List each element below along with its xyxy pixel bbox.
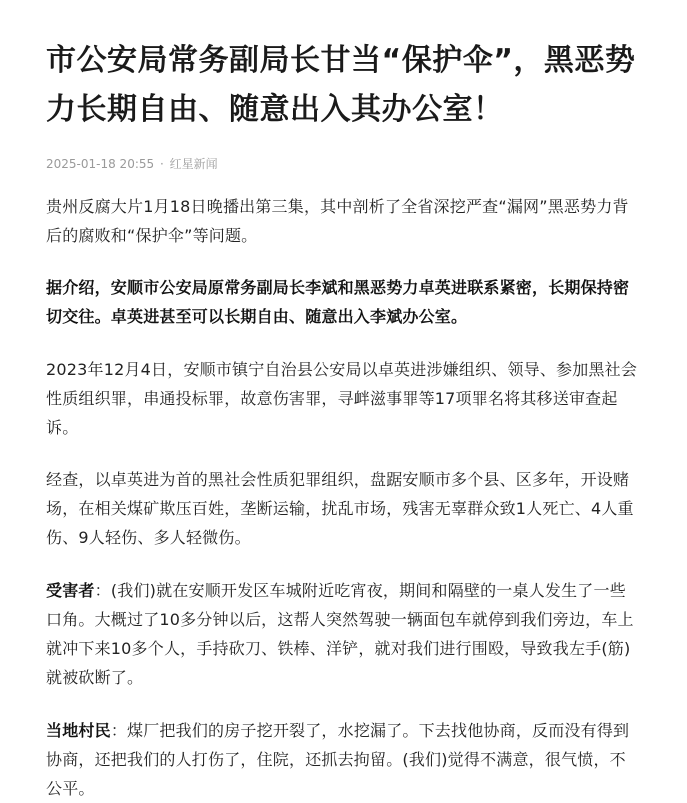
meta-separator: · [159, 157, 164, 171]
publish-date: 2025-01-18 20:55 [46, 157, 155, 171]
quote-text: (我们)就在安顺开发区车城附近吃宵夜，期间和隔壁的一桌人发生了一些口角。大概过了10多分钟以后，这帮人突然驾驶一辆面包车就停到我们旁边，车上就冲下来10多个人，手持砍刀、铁棒、洋铲，就对我们进行围殴，导致我左手(筋)就被砍断了。 [46, 581, 634, 687]
article-title: 市公安局常务副局长甘当“保护伞”，黑恶势力长期自由、随意出入其办公室！ [46, 43, 636, 127]
quote-text: 煤厂把我们的房子挖开裂了，水挖漏了。下去找他协商，反而没有得到协商，还把我们的人打伤了，住院，还抓去拘留。(我们)觉得不满意，很气愤，不公平。 [46, 721, 630, 798]
paragraph-villager-quote [46, 716, 642, 803]
speaker-label: 当地村民 [46, 721, 111, 740]
paragraph-prosecution: 2023年12月4日，安顺市镇宁自治县公安局以卓英进涉嫌组织、领导、参加黑社会性质组织罪，串通投标罪，故意伤害罪，寻衅滋事罪等17项罪名将其移送审查起诉。 [46, 360, 638, 437]
paragraph-intro: 贵州反腐大片1月18日晚播出第三集，其中剖析了全省深挖严查“漏网”黑恶势力背后的腐败和“保护伞”等问题。 [46, 197, 629, 245]
paragraph-investigation: 经查，以卓英进为首的黑社会性质犯罪组织，盘踞安顺市多个县、区多年，开设赌场，在相关煤矿欺压百姓，垄断运输，扰乱市场，残害无辜群众致1人死亡、4人重伤、9人轻伤、多人轻微伤。 [46, 470, 634, 547]
speaker-colon: ： [94, 581, 111, 600]
paragraph-victim-quote [46, 576, 642, 692]
paragraph-highlight: 据介绍，安顺市公安局原常务副局长李斌和黑恶势力卓英进联系紧密，长期保持密切交往。卓英进甚至可以长期自由、随意出入李斌办公室。 [46, 278, 630, 326]
speaker-colon: ： [110, 721, 128, 740]
source-name: 红星新闻 [169, 157, 218, 171]
article-meta [46, 156, 642, 172]
speaker-label: 受害者 [46, 581, 95, 600]
